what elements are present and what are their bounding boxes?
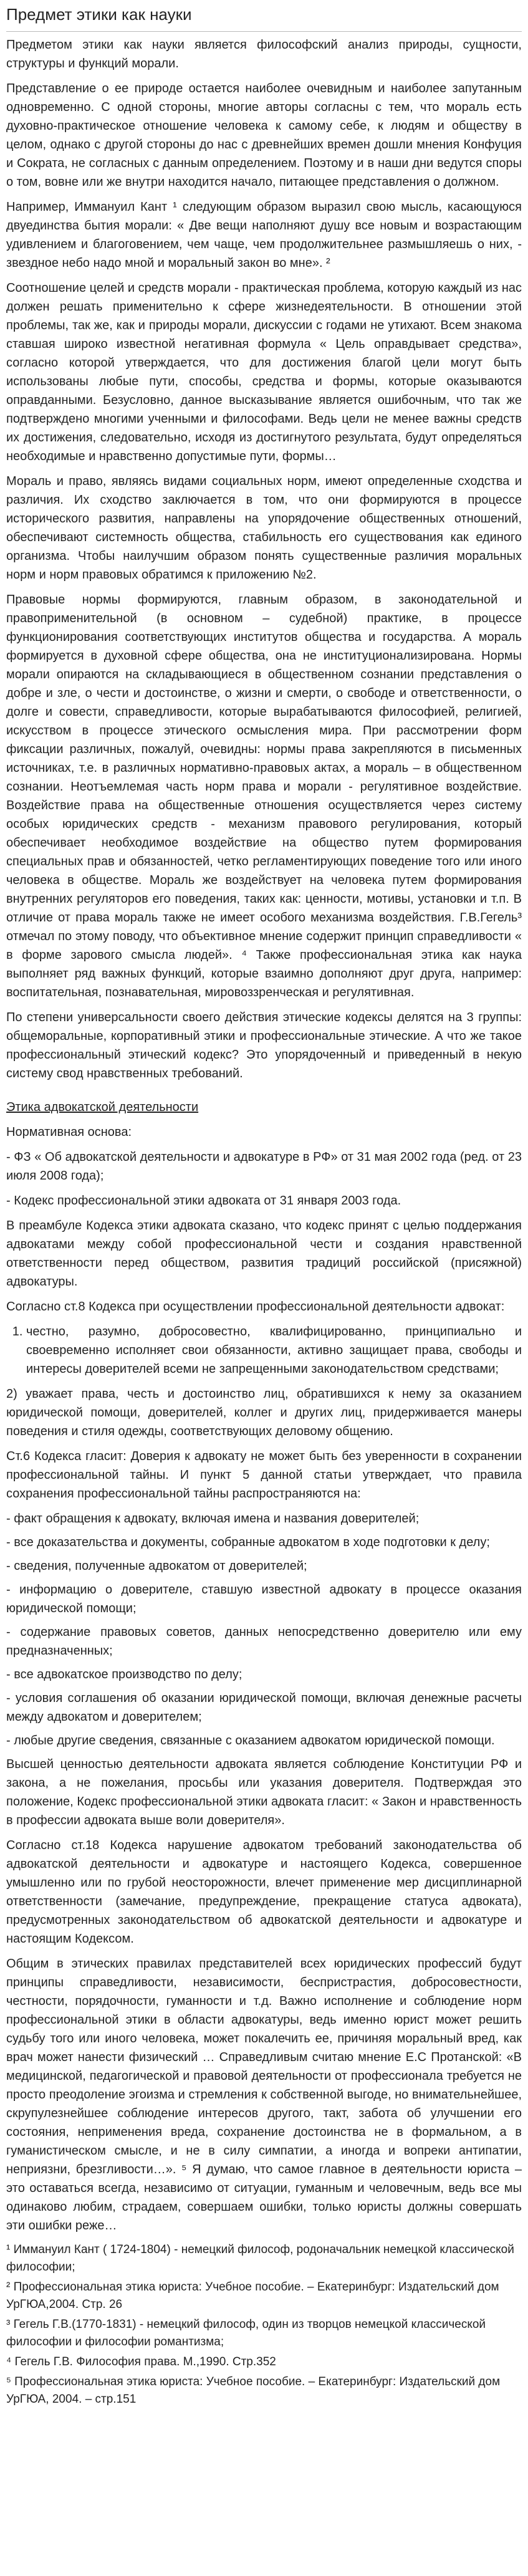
list-item: - факт обращения к адвокату, включая имена и названия доверителей;	[6, 1512, 420, 1526]
footnote: ¹ Иммануил Кант ( 1724-1804) - немецкий философ, родоначальник немецкой классической философии;	[6, 2243, 514, 2274]
paragraph: Согласно ст.8 Кодекса при осуществлении профессиональной деятельности адвокат:	[6, 1300, 505, 1314]
footnotes	[6, 2241, 522, 2408]
list-item: - информацию о доверителе, ставшую известной адвокату в процессе оказания юридической помощи;	[6, 1583, 522, 1615]
paragraph: Представление о ее природе остается наиболее очевидным и наиболее запутанным одновременно. С одной стороны, многие авторы согласны с тем, что мораль есть духовно-практическое отношение человека к самому себе, к людям и обществу в целом, однако с другой стороны до нас с древнейших времен дошли мнения Конфуция и Сократа, не согласных с данным определением. Поэтому и в наши дни ведутся споры о том, вовне или же внутри находится начало, питающее представления о должном.	[6, 82, 522, 189]
section-lawyer-ethics	[6, 1123, 522, 2235]
title-divider	[6, 31, 522, 32]
paragraph: 2) уважает права, честь и достоинство лиц, обратившихся к нему за оказанием юридической помощи, доверителей, коллег и других лиц, придерживается манеры поведения и стиля одежды, соответствующих деловому общению.	[6, 1387, 522, 1438]
secrets-list	[6, 1509, 522, 1750]
footnote: ⁴ Гегель Г.В. Философия права. М.,1990. Стр.352	[6, 2355, 276, 2368]
list-item: - все доказательства и документы, собранные адвокатом в ходе подготовки к делу;	[6, 1536, 490, 1549]
paragraph: Мораль и право, являясь видами социальных норм, имеют определенные сходства и различия. Их сходство заключается в том, что они формируются в процессе исторического развития, направлены на упорядочение общественных отношений, обеспечивают системность общества, стабильность его существования как единого организма. Чтобы наилучшим образом понять существенные различия моральных норм и норм правовых обратимся к приложению №2.	[6, 474, 522, 582]
list-item: - любые другие сведения, связанные с оказанием адвокатом юридической помощи.	[6, 1734, 495, 1747]
paragraph: - Кодекс профессиональной этики адвоката от 31 января 2003 года.	[6, 1194, 401, 1208]
paragraph: Правовые нормы формируются, главным образом, в законодательной и правоприменительной (в основном – судебной) практике, в процессе функционирования соответствующих институтов общества и государства. А мораль формируется в духовной сфере общества, она не институционализирована. Нормы морали опираются на складывающиеся в общественном сознании представления о добре и зле, о чести и достоинстве, о жизни и смерти, о свободе и ответственности, о долге и совести, справедливости, которые вырабатываются философией, религией, искусством в процессе этического осмысления мира. При рассмотрении форм фиксации различных, пожалуй, очевидны: нормы права закрепляются в письменных источниках, т.е. в различных нормативно-правовых актах, а мораль – в общественном сознании. Неотъемлемая часть норм права и морали - регулятивное воздействие. Воздействие права на общественные отношения осуществляется через систему особых юридических средств - механизм правового регулирования, который обеспечивает необходимое воздействие на общество путем формирования специальных прав и обязанностей, четко регламентирующих поведение того или иного человека в обществе. Мораль же воздействует на человека путем формирования внутренних регуляторов его поведения, таких как: ценности, мотивы, установки и т.п. В отличие от права мораль также не имеет особого механизма воздействия. Г.В.Гегель³ отмечал по этому поводу, что объективное мнение содержит принцип справедливости « в форме зарового смысла людей». ⁴ Также профессиональная этика как наука выполняет ряд важных функций, которые взаимно дополняют друг друга, например: воспитательная, познавательная, мировоззренческая и регулятивная.	[6, 593, 522, 999]
paragraph: Нормативная основа:	[6, 1125, 132, 1139]
paragraph: В преамбуле Кодекса этики адвоката сказано, что кодекс принят с целью поддержания адвокатами между собой профессиональной чести и создания нравственной ответственности перед обществом, развития традиций российской (присяжной) адвокатуры.	[6, 1219, 522, 1289]
paragraph: Общим в этических правилах представителей всех юридических профессий будут принципы справедливости, независимости, беспристрастия, добросовестности, честности, порядочности, гуманности и т.д. Важно исполнение и соблюдение норм профессиональной этики в области адвокатуры, ведь именно юрист может решить судьбу того или иного человека, может покалечить ее, причиняя моральный вред, как врач может нанести физический … Справедливым считаю мнение Е.С Протанской: «В медицинской, педагогической и правовой деятельности от профессионала требуется не просто преодоление эгоизма и стремления к собственной выгоде, но внимательнейшее, скрупулезнейшее соблюдение интересов другого, такт, забота об улучшении его состояния, неприменения вреда, сохранение достоинства не в формальном, а в гуманистическом смысле, и не в силу симпатии, а иногда и вопреки антипатии, неприязни, брезгливости…». ⁵ Я думаю, что самое главное в деятельности юриста – это оставаться всегда, независимо от ситуации, гуманным и человечным, ведь все мы одинаково любим, страдаем, совершаем ошибки, только юристы должны совершать эти ошибки реже…	[6, 1957, 522, 2232]
paragraph: Высшей ценностью деятельности адвоката является соблюдение Конституции РФ и закона, а не пожелания, просьбы или указания доверителя. Подтверждая это положение, Кодекс профессиональной этики адвоката гласит: « Закон и нравственность в профессии адвоката выше воли доверителя».	[6, 1757, 522, 1827]
paragraph: Соотношение целей и средств морали - практическая проблема, которую каждый из нас должен решать применительно к сфере жизнедеятельности. В отношении этой проблемы, так же, как и природы морали, дискуссии с годами не утихают. Всем знакома ставшая широко известной негативная формула « Цель оправдывает средства», согласно которой утверждается, что для достижения благой цели могут быть использованы любые пути, способы, средства и формы, которые оказываются оправданными. Безусловно, данное высказывание является ошибочным, что так же подтверждено многими ученными и философами. Ведь цели не менее важны средств их достижения, следовательно, исходя из достигнутого результата, будут определяться необходимые и нравственно допустимые пути, формы…	[6, 281, 522, 463]
paragraph: - ФЗ « Об адвокатской деятельности и адвокатуре в РФ» от 31 мая 2002 года (ред. от 23 июля 2008 года);	[6, 1150, 522, 1183]
footnote: ³ Гегель Г.В.(1770-1831) - немецкий философ, один из творцов немецкой классической философии и философии романтизма;	[6, 2318, 486, 2348]
footnote: ² Профессиональная этика юриста: Учебное пособие. – Екатеринбург: Издательский дом УрГЮА,2004. Стр. 26	[6, 2280, 499, 2311]
paragraph: Согласно ст.18 Кодекса нарушение адвокатом требований законодательства об адвокатской деятельности и адвокатуре и настоящего Кодекса, совершенное умышленно или по грубой неосторожности, влечет применение мер дисциплинарной ответственности (замечание, предупреждение, прекращение статуса адвоката), предусмотренных законодательством об адвокатской деятельности и адвокатуре и настоящим Кодексом.	[6, 1838, 522, 1946]
footnote: ⁵ Профессиональная этика юриста: Учебное пособие. – Екатеринбург: Издательский дом УрГЮА, 2004. – стр.151	[6, 2375, 501, 2406]
section-ethics-subject	[6, 36, 522, 1083]
paragraph: По степени универсальности своего действия этические кодексы делятся на 3 группы: общеморальные, корпоративный этики и профессиональные этические. А что же такое профессиональный этический кодекс? Это упорядоченный и приведенный в некую систему свод нравственных требований.	[6, 1011, 522, 1080]
list-item: - содержание правовых советов, данных непосредственно доверителю или ему предназначенных;	[6, 1625, 522, 1658]
paragraph: Например, Иммануил Кант ¹ следующим образом выразил свою мысль, касающуюся двуединства бытия морали: « Две вещи наполняют душу все новым и возрастающим удивлением и благоговением, чем чаще, чем продолжительнее размышляешь о них, - звездное небо надо мной и моральный закон во мне». ²	[6, 200, 522, 270]
page-title: Предмет этики как науки	[6, 5, 192, 24]
list-item: - сведения, полученные адвокатом от доверителей;	[6, 1559, 307, 1573]
paragraph: Предметом этики как науки является философский анализ природы, сущности, структуры и функций морали.	[6, 38, 522, 70]
duties-list	[6, 1322, 522, 1378]
paragraph: Ст.6 Кодекса гласит: Доверия к адвокату не может быть без уверенности в сохранении профессиональной тайны. И пункт 5 данной статьи утверждает, что правила сохранения профессиональной тайны распространяются на:	[6, 1449, 522, 1501]
list-item: 1. честно, разумно, добросовестно, квалифицированно, принципиально и своевременно исполняет свои обязанности, активно защищает права, свободы и интересы доверителей всеми не запрещенными законодательством средствами;	[26, 1322, 522, 1378]
section-heading: Этика адвокатской деятельности	[6, 1100, 199, 1114]
list-item: - все адвокатское производство по делу;	[6, 1668, 242, 1681]
list-item: - условия соглашения об оказании юридической помощи, включая денежные расчеты между адвокатом и доверителем;	[6, 1691, 522, 1724]
